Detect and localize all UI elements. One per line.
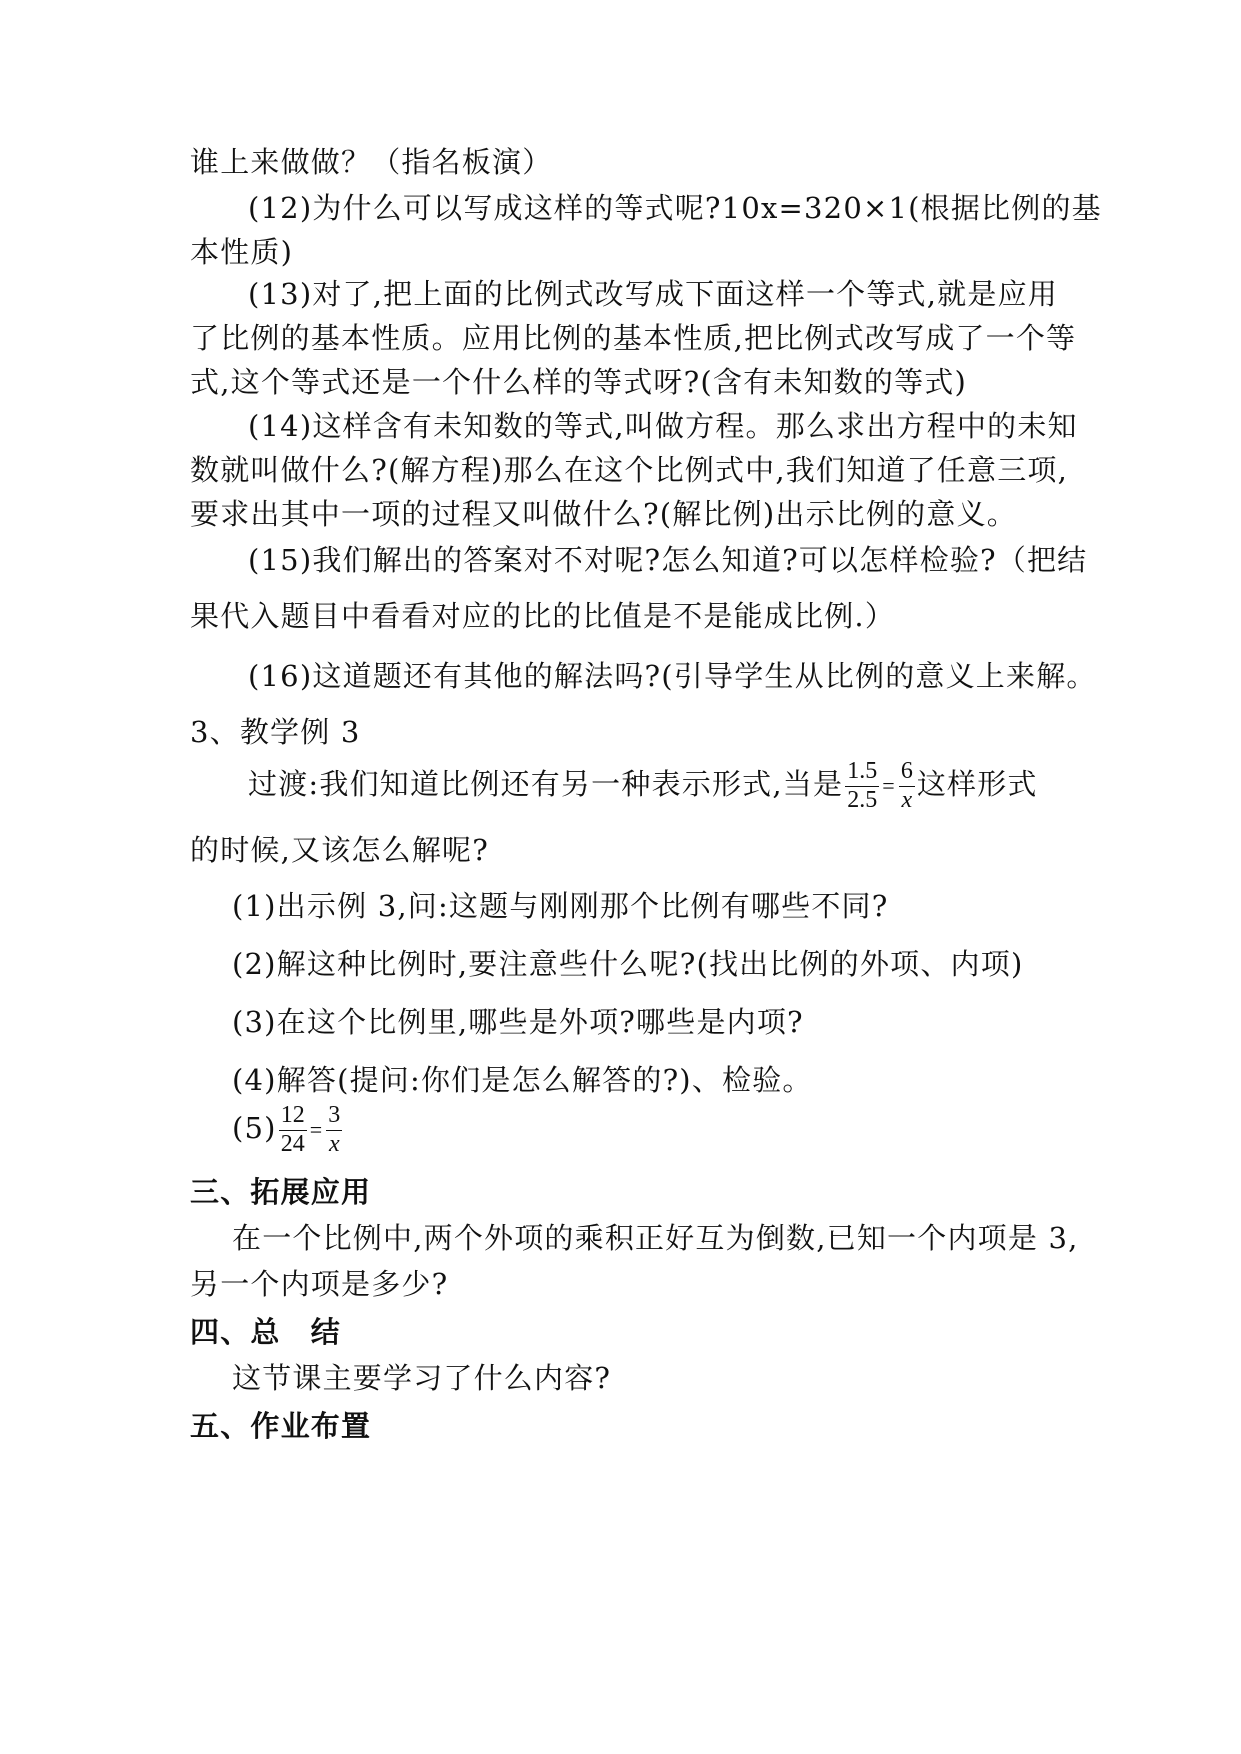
equation-1 (843, 758, 917, 814)
paragraph-line: 果代入题目中看看对应的比的比值是不是能成比例.） (190, 599, 896, 633)
fraction (326, 1102, 342, 1158)
paragraph-line: (13)对了,把上面的比例式改写成下面这样一个等式,就是应用 (248, 277, 1058, 311)
equation-2 (277, 1102, 345, 1158)
paragraph-line-with-equation (248, 758, 1038, 814)
paragraph-line: (15)我们解出的答案对不对呢?怎么知道?可以怎样检验?（把结 (248, 543, 1088, 577)
fraction (845, 758, 879, 814)
section-heading: 三、拓展应用 (190, 1175, 372, 1209)
paragraph-line: 另一个内项是多少? (190, 1267, 449, 1301)
fraction-numerator: 6 (899, 758, 915, 787)
paragraph-text: 过渡:我们知道比例还有另一种表示形式,当是 (248, 767, 844, 802)
list-item-with-equation (232, 1102, 344, 1158)
paragraph-line: 数就叫做什么?(解方程)那么在这个比例式中,我们知道了任意三项, (190, 453, 1069, 487)
paragraph-text: 这样形式 (916, 767, 1038, 802)
paragraph-line: 了比例的基本性质。应用比例的基本性质,把比例式改写成了一个等 (190, 321, 1077, 355)
fraction (899, 758, 915, 814)
fraction-denominator: x (901, 786, 913, 813)
list-item: (1)出示例 3,问:这题与刚刚那个比例有哪些不同? (232, 889, 889, 923)
list-item: (2)解这种比例时,要注意些什么呢?(找出比例的外项、内项) (232, 947, 1024, 981)
fraction (279, 1102, 307, 1158)
fraction-denominator: x (328, 1130, 340, 1157)
paragraph-line: 的时候,又该怎么解呢? (190, 833, 489, 867)
paragraph-line: 在一个比例中,两个外项的乘积正好互为倒数,已知一个内项是 3, (232, 1221, 1079, 1255)
fraction-numerator: 1.5 (845, 758, 879, 787)
paragraph-line: 式,这个等式还是一个什么样的等式呀?(含有未知数的等式) (190, 365, 967, 399)
fraction-denominator: 24 (280, 1130, 305, 1157)
paragraph-line: 谁上来做做？（指名板演） (190, 145, 553, 179)
paragraph-line: (12)为什么可以写成这样的等式呢?10x=320×1(根据比例的基 (248, 191, 1102, 225)
fraction-numerator: 12 (279, 1102, 307, 1131)
section-subtitle: 3、教学例 3 (190, 715, 361, 749)
paragraph-line: 这节课主要学习了什么内容? (232, 1361, 612, 1395)
paragraph-line: (14)这样含有未知数的等式,叫做方程。那么求出方程中的未知 (248, 409, 1078, 443)
fraction-denominator: 2.5 (847, 786, 878, 813)
list-item: (4)解答(提问:你们是怎么解答的?)、检验。 (232, 1063, 813, 1097)
list-item: (3)在这个比例里,哪些是外项?哪些是内项? (232, 1005, 804, 1039)
equals-sign: = (882, 773, 896, 799)
list-number: (5) (232, 1111, 277, 1146)
paragraph-line: (16)这道题还有其他的解法吗?(引导学生从比例的意义上来解。 (248, 659, 1097, 693)
section-heading: 五、作业布置 (190, 1409, 372, 1443)
equals-sign: = (309, 1117, 324, 1143)
paragraph-line: 要求出其中一项的过程又叫做什么?(解比例)出示比例的意义。 (190, 497, 1017, 531)
fraction-numerator: 3 (326, 1102, 342, 1131)
section-heading: 四、总 结 (190, 1315, 342, 1349)
paragraph-line: 本性质) (190, 235, 294, 269)
